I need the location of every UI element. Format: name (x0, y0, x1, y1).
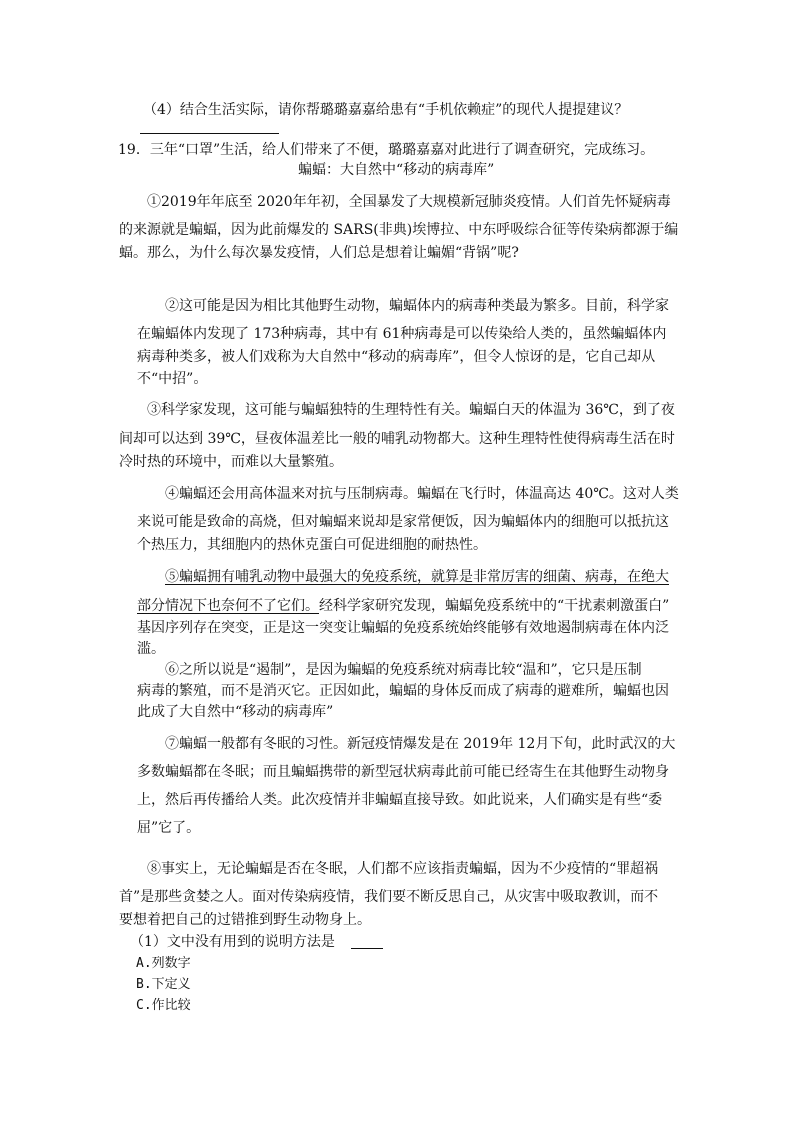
option-b[interactable]: B.下定义 (136, 977, 191, 992)
p5-underlined-phrase: 部分情况下也奈何不了它们。 (137, 598, 319, 614)
p5-line-4: 滥。 (137, 641, 165, 657)
q18-4-answer-blank[interactable] (140, 133, 279, 134)
p8-line-1: ⑧事实上，无论蝙蝠是否在冬眠，人们都不应该指责蝙蝠，因为不少疫情的“罪超祸 (147, 861, 659, 877)
p3-line-3: 冷时热的环境中，而难以大量繁殖。 (119, 454, 343, 470)
q18-4-question: （4）结合生活实际，请你帮璐璐嘉嘉给患有“手机依赖症”的现代人提提建议？ (143, 102, 629, 118)
p1-line-1: ①2019年年底至 2020年年初，全国暴发了大规模新冠肺炎疫情。人们首先怀疑病毒 (147, 194, 671, 210)
p7-line-1: ⑦蝙蝠一般都有冬眠的习性。新冠疫情爆发是在 2019年 12月下旬，此时武汉的大 (165, 736, 676, 752)
p4-line-1: ④蝙蝠还会用高体温来对抗与压制病毒。蝙蝠在飞行时，体温高达 40℃。这对人类 (165, 486, 679, 502)
p3-line-2: 间却可以达到 39℃，昼夜体温差比一般的哺乳动物都大。这种生理特性使得病毒生活在时 (119, 431, 675, 447)
sub1-answer-blank[interactable] (351, 948, 383, 949)
p2-line-4: 不“中招”。 (137, 371, 208, 387)
p8-line-3: 要想着把自己的过错推到野生动物身上。 (119, 912, 371, 928)
p7-line-2: 多数蝙蝠都在冬眠；而且蝙蝠携带的新型冠状病毒此前可能已经寄生在其他野生动物身 (137, 764, 669, 780)
sub1-question: （1）文中没有用到的说明方法是 (130, 934, 335, 950)
p7-line-3: 上，然后再传播给人类。此次疫情并非蝙蝠直接导致。如此说来，人们确实是有些“委 (137, 792, 663, 808)
p4-line-3: 个热压力，其细胞内的热休克蛋白可促进细胞的耐热性。 (137, 537, 487, 553)
p4-line-2: 来说可能是致命的高烧，但对蝙蝠来说却是家常便饭，因为蝙蝠体内的细胞可以抵抗这 (137, 514, 669, 530)
p5-line-1: ⑤蝙蝠拥有哺乳动物中最强大的免疫系统，就算是非常厉害的细菌、病毒，在绝大 (165, 569, 669, 585)
option-c[interactable]: C.作比较 (136, 998, 191, 1013)
p5-line-2 (137, 597, 669, 615)
option-a[interactable]: A.列数字 (136, 956, 191, 971)
p1-line-2: 的来源就是蝙蝠，因为此前爆发的 SARS(非典)埃博拉、中东呼吸综合征等传染病都源于编 (119, 222, 679, 238)
p6-line-3: 此成了大自然中“移动的病毒库” (137, 704, 334, 720)
p7-line-4: 屈”它了。 (137, 820, 201, 836)
p2-line-1: ②这可能是因为相比其他野生动物，蝙蝠体内的病毒种类最为繁多。目前，科学家 (165, 298, 669, 314)
p2-line-2: 在蝙蝠体内发现了 173种病毒，其中有 61种病毒是可以传染给人类的，虽然蝙蝠体内 (137, 326, 667, 342)
q19-intro: 19．三年“口罩”生活，给人们带来了不便，璐璐嘉嘉对此进行了调查研究，完成练习。 (118, 142, 655, 158)
p1-line-3: 蝠。那么，为什么每次暴发疫情，人们总是想着让蝙媚“背锅”呢? (119, 245, 519, 261)
p3-line-1: ③科学家发现，这可能与蝙蝠独特的生理特性有关。蝙蝠白天的体温为 36℃，到了夜 (147, 402, 675, 418)
p5-line-2-rest: 经科学家研究发现，蝙蝠免疫系统中的“干扰素刺激蛋白” (319, 598, 670, 614)
p6-line-1: ⑥之所以说是“遏制”，是因为蝙蝠的免疫系统对病毒比较“温和”，它只是压制 (165, 662, 642, 678)
p5-line-3: 基因序列存在突变，正是这一突变让蝙蝠的免疫系统始终能够有效地遏制病毒在体内泛 (137, 620, 669, 636)
p6-line-2: 病毒的繁殖，而不是消灭它。正因如此，蝙蝠的身体反而成了病毒的避难所，蝙蝠也因 (137, 683, 669, 699)
article-title: 蝙蝠：大自然中“移动的病毒库” (298, 162, 495, 178)
p2-line-3: 病毒种类多，被人们戏称为大自然中“移动的病毒库”，但令人惊讶的是，它自己却从 (137, 349, 656, 365)
p8-line-2: 首”是那些贪婪之人。面对传染病疫情，我们要不断反思自己，从灾害中吸取教训，而不 (119, 889, 659, 905)
